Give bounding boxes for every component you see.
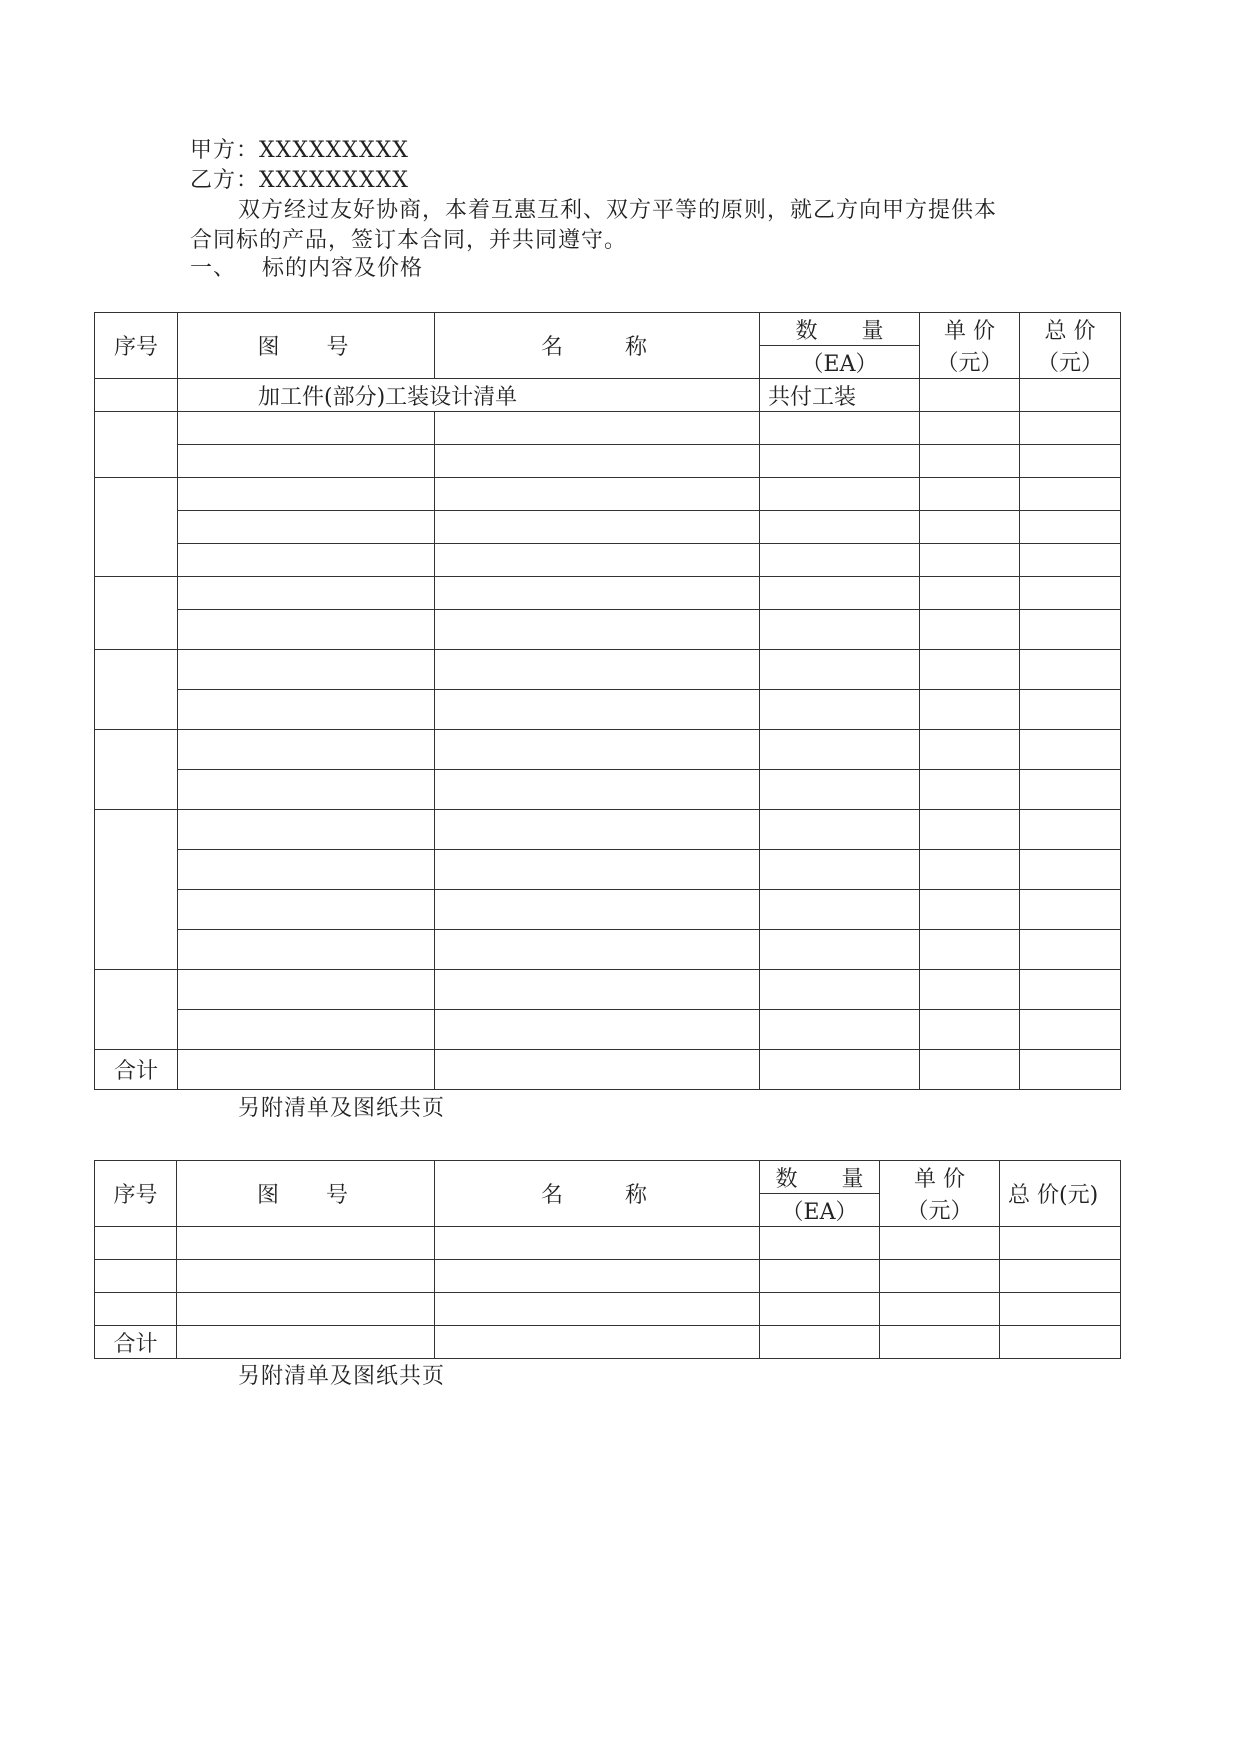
table-cell[interactable]	[178, 850, 435, 890]
table-cell[interactable]	[1020, 690, 1121, 730]
table-row	[95, 511, 1121, 544]
table-cell[interactable]	[178, 730, 435, 770]
table-row	[95, 850, 1121, 890]
table-cell[interactable]	[760, 690, 920, 730]
table-cell[interactable]	[178, 511, 435, 544]
table-row	[95, 478, 1121, 511]
table-cell[interactable]	[760, 850, 920, 890]
table-cell[interactable]	[435, 1260, 760, 1293]
table-cell[interactable]	[1020, 970, 1121, 1010]
table-cell[interactable]	[1020, 1050, 1121, 1090]
table-cell[interactable]	[920, 610, 1020, 650]
table-row	[95, 445, 1121, 478]
header-total: 总 价(元)	[1000, 1161, 1121, 1227]
table-cell[interactable]	[1000, 1293, 1121, 1326]
table-cell[interactable]	[1020, 1010, 1121, 1050]
section-title: 标的内容及价格	[262, 256, 424, 281]
table-cell[interactable]	[435, 1050, 760, 1090]
table-cell[interactable]	[880, 1260, 1000, 1293]
header-qty-bottom: （EA）	[760, 346, 920, 379]
table-cell[interactable]	[95, 379, 178, 412]
seq-cell[interactable]	[95, 730, 178, 810]
table-cell[interactable]	[177, 1326, 435, 1359]
table-cell[interactable]	[760, 1293, 880, 1326]
table-cell[interactable]	[1020, 511, 1121, 544]
total-label: 合计	[95, 1050, 178, 1090]
table-cell[interactable]	[178, 445, 435, 478]
table-cell[interactable]	[760, 1010, 920, 1050]
total-label: 合计	[95, 1326, 177, 1359]
seq-cell[interactable]	[95, 478, 178, 577]
table-cell[interactable]	[920, 970, 1020, 1010]
table-row	[95, 610, 1121, 650]
table-cell[interactable]	[435, 770, 760, 810]
table-cell[interactable]	[435, 511, 760, 544]
table-cell[interactable]	[920, 577, 1020, 610]
table-cell[interactable]	[920, 1010, 1020, 1050]
table-cell[interactable]	[178, 930, 435, 970]
table-cell[interactable]	[1020, 379, 1121, 412]
header-qty-top: 数 量	[760, 1161, 880, 1194]
seq-cell[interactable]	[95, 577, 178, 650]
table-cell[interactable]	[760, 650, 920, 690]
table-cell[interactable]	[920, 1050, 1020, 1090]
table-cell[interactable]	[1020, 445, 1121, 478]
intro-line-1: 双方经过友好协商，本着互惠互利、双方平等的原则，就乙方向甲方提供本	[238, 198, 998, 223]
table-cell[interactable]	[760, 1260, 880, 1293]
table-row	[95, 650, 1121, 690]
table-cell[interactable]	[1020, 930, 1121, 970]
table-cell[interactable]	[760, 730, 920, 770]
table-cell[interactable]	[435, 1293, 760, 1326]
table-cell[interactable]	[1020, 544, 1121, 577]
price-table-2	[94, 1160, 1121, 1359]
table-cell[interactable]	[435, 577, 760, 610]
table-cell[interactable]	[760, 511, 920, 544]
table-cell[interactable]	[760, 445, 920, 478]
table-cell[interactable]	[760, 1050, 920, 1090]
table-cell[interactable]	[880, 1326, 1000, 1359]
table-cell[interactable]	[1000, 1227, 1121, 1260]
header-name: 名 称	[435, 1161, 760, 1227]
table-cell[interactable]	[760, 577, 920, 610]
header-seq: 序号	[95, 1161, 177, 1227]
table-cell[interactable]	[920, 511, 1020, 544]
table-cell[interactable]	[920, 810, 1020, 850]
table-cell[interactable]	[1020, 890, 1121, 930]
table-cell[interactable]	[920, 850, 1020, 890]
price-table-1	[94, 312, 1121, 1090]
table-cell[interactable]	[95, 1227, 177, 1260]
table-cell[interactable]	[178, 478, 435, 511]
table-cell[interactable]	[760, 544, 920, 577]
attachment-note-2: 另附清单及图纸共页	[238, 1364, 446, 1389]
table-cell[interactable]	[1020, 610, 1121, 650]
table-cell[interactable]	[435, 810, 760, 850]
table-cell[interactable]	[178, 650, 435, 690]
seq-cell[interactable]	[95, 970, 178, 1050]
table-cell[interactable]	[435, 850, 760, 890]
table-cell[interactable]	[920, 770, 1020, 810]
table-cell[interactable]	[920, 650, 1020, 690]
header-total-top: 总 价	[1020, 313, 1121, 346]
party-b: 乙方：XXXXXXXXX	[190, 168, 409, 193]
table-cell[interactable]	[1000, 1260, 1121, 1293]
table-cell[interactable]	[177, 1260, 435, 1293]
table-row	[95, 770, 1121, 810]
table-row	[95, 690, 1121, 730]
total-row	[95, 1050, 1121, 1090]
table-cell[interactable]	[760, 970, 920, 1010]
table-cell[interactable]	[920, 690, 1020, 730]
seq-cell[interactable]	[95, 810, 178, 970]
table-cell[interactable]	[435, 890, 760, 930]
table-cell[interactable]	[760, 770, 920, 810]
table-row	[95, 544, 1121, 577]
table-cell[interactable]	[177, 1293, 435, 1326]
table-row	[95, 1010, 1121, 1050]
table-cell[interactable]	[435, 650, 760, 690]
header-qty-top: 数 量	[760, 313, 920, 346]
header-qty-bottom: （EA）	[760, 1194, 880, 1227]
header-drawing: 图 号	[178, 313, 435, 379]
table-cell[interactable]	[920, 478, 1020, 511]
header-seq: 序号	[95, 313, 178, 379]
table-row	[95, 730, 1121, 770]
table-cell[interactable]	[760, 478, 920, 511]
header-unit-top: 单 价	[880, 1161, 1000, 1194]
table-row	[95, 890, 1121, 930]
table-cell[interactable]	[1020, 412, 1121, 445]
table-cell[interactable]	[178, 770, 435, 810]
table-cell[interactable]	[760, 412, 920, 445]
table-row	[95, 412, 1121, 445]
section-number: 一、	[190, 256, 237, 281]
table-cell[interactable]	[1020, 770, 1121, 810]
table-cell[interactable]	[760, 1326, 880, 1359]
table-cell[interactable]	[178, 970, 435, 1010]
table-cell[interactable]	[435, 412, 760, 445]
table-cell[interactable]	[435, 478, 760, 511]
table-cell[interactable]	[1000, 1326, 1121, 1359]
table-cell[interactable]	[1020, 577, 1121, 610]
header-unit-bottom: （元）	[920, 346, 1020, 379]
table-cell[interactable]	[178, 544, 435, 577]
table-row	[95, 1260, 1121, 1293]
table-cell[interactable]	[1020, 850, 1121, 890]
table-row	[95, 810, 1121, 850]
table-cell[interactable]	[880, 1293, 1000, 1326]
table-row	[95, 1227, 1121, 1260]
table-cell[interactable]	[178, 690, 435, 730]
table-cell[interactable]	[920, 544, 1020, 577]
table-cell[interactable]	[760, 1227, 880, 1260]
table-cell[interactable]	[95, 1260, 177, 1293]
table-cell[interactable]	[178, 890, 435, 930]
total-row	[95, 1326, 1121, 1359]
table-cell[interactable]	[178, 577, 435, 610]
table-cell[interactable]	[760, 810, 920, 850]
table-cell[interactable]	[880, 1227, 1000, 1260]
table-row	[95, 1293, 1121, 1326]
table-cell[interactable]	[920, 890, 1020, 930]
table-cell[interactable]	[920, 930, 1020, 970]
header-unit-bottom: （元）	[880, 1194, 1000, 1227]
intro-line-2: 合同标的产品，签订本合同，并共同遵守。	[190, 228, 628, 253]
table-cell[interactable]	[1020, 478, 1121, 511]
table-cell[interactable]	[760, 890, 920, 930]
table-cell[interactable]	[435, 1326, 760, 1359]
table-cell[interactable]	[177, 1227, 435, 1260]
row1-qty[interactable]: 共付工装	[760, 379, 920, 412]
table-row	[95, 970, 1121, 1010]
seq-cell[interactable]	[95, 650, 178, 730]
row1-drawing[interactable]: 加工件(部分)工装设计清单	[178, 379, 760, 412]
table-cell[interactable]	[435, 690, 760, 730]
table-cell[interactable]	[178, 1050, 435, 1090]
table-cell[interactable]	[760, 930, 920, 970]
table-cell[interactable]	[760, 610, 920, 650]
table-cell[interactable]	[178, 1010, 435, 1050]
table-cell[interactable]	[435, 445, 760, 478]
table-cell[interactable]	[1020, 650, 1121, 690]
table-cell[interactable]	[435, 1010, 760, 1050]
header-total-bottom: （元）	[1020, 346, 1121, 379]
table-cell[interactable]	[920, 379, 1020, 412]
party-a: 甲方：XXXXXXXXX	[190, 138, 409, 163]
table-cell[interactable]	[920, 730, 1020, 770]
table-cell[interactable]	[920, 412, 1020, 445]
table-cell[interactable]	[435, 1227, 760, 1260]
attachment-note-1: 另附清单及图纸共页	[238, 1096, 446, 1121]
table-cell[interactable]	[95, 1293, 177, 1326]
table-cell[interactable]	[178, 810, 435, 850]
header-drawing: 图 号	[177, 1161, 435, 1227]
table-row	[95, 577, 1121, 610]
table-cell[interactable]	[435, 730, 760, 770]
header-unit-top: 单 价	[920, 313, 1020, 346]
table-cell[interactable]	[178, 610, 435, 650]
table-cell[interactable]	[178, 412, 435, 445]
table-cell[interactable]	[435, 544, 760, 577]
table-row	[95, 930, 1121, 970]
table-cell[interactable]	[1020, 810, 1121, 850]
table-cell[interactable]	[435, 970, 760, 1010]
header-name: 名 称	[435, 313, 760, 379]
seq-cell[interactable]	[95, 412, 178, 478]
table-cell[interactable]	[1020, 730, 1121, 770]
table-cell[interactable]	[435, 610, 760, 650]
table-cell[interactable]	[435, 930, 760, 970]
table-cell[interactable]	[920, 445, 1020, 478]
